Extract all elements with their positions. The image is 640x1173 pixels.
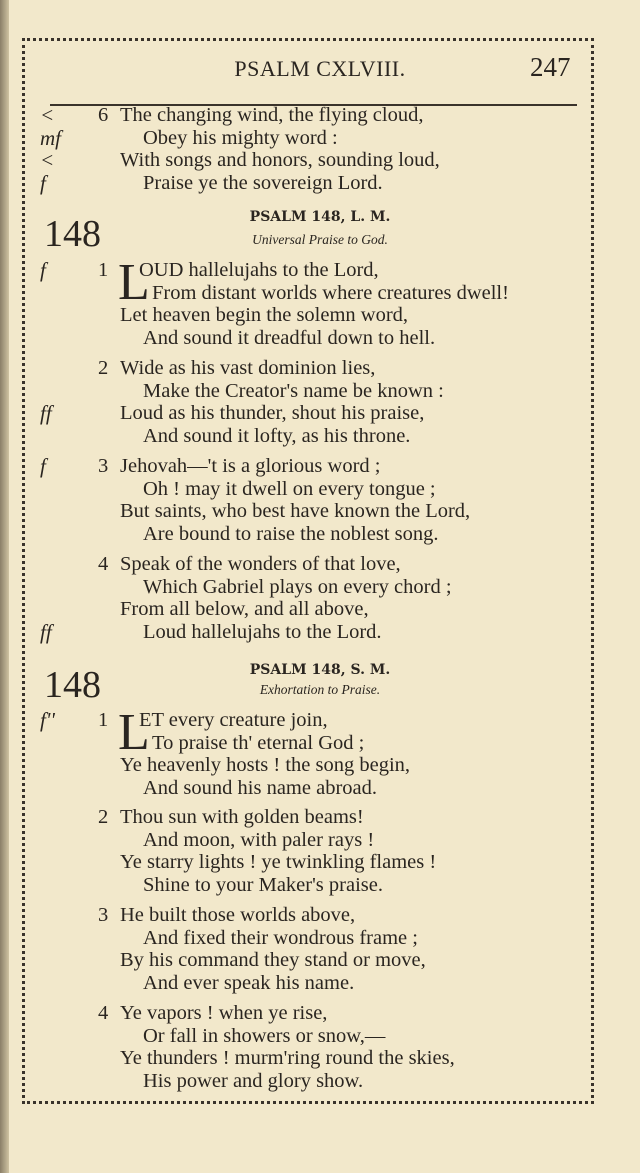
stanza-number: 4 (98, 1002, 109, 1024)
verse-line: To praise th' eternal God ; (152, 731, 365, 754)
verse-line: Oh ! may it dwell on every tongue ; (143, 477, 436, 500)
hymn-subtitle: Exhortation to Praise. (259, 682, 381, 697)
dynamic-mark: ff (40, 619, 52, 644)
verse-line: Are bound to raise the noblest song. (143, 522, 439, 545)
verse-line: Let heaven begin the solemn word, (120, 304, 409, 327)
verse-line: Ye starry lights ! ye twinkling flames ! (120, 851, 437, 874)
hymn-subtitle: Universal Praise to God. (252, 232, 388, 247)
running-header: PSALM CXLVIII. (234, 56, 406, 81)
page-number: 247 (530, 52, 571, 82)
verse-line: Shine to your Maker's praise. (143, 873, 383, 896)
verse-line: Which Gabriel plays on every chord ; (143, 575, 452, 598)
dynamic-mark: mf (40, 125, 61, 150)
stanza-number: 1 (98, 709, 109, 731)
dynamic-mark: f (40, 170, 46, 195)
stanza-number: 2 (98, 357, 109, 379)
verse-line: And fixed their wondrous frame ; (143, 926, 418, 949)
verse-line: Thou sun with golden beams! (120, 806, 364, 828)
dynamic-mark: < (40, 103, 55, 127)
verse-line: Or fall in showers or snow,— (143, 1024, 386, 1047)
verse-line: By his command they stand or move, (120, 949, 426, 972)
dynamic-mark: < (40, 148, 55, 173)
stanza-number: 6 (98, 104, 109, 126)
verse-line: But saints, who best have known the Lord, (120, 500, 471, 523)
verse-line: And ever speak his name. (143, 971, 355, 994)
verse-line: Jehovah—'t is a glorious word ; (120, 455, 381, 477)
hymn-number: 148 (44, 213, 101, 255)
verse-line: Loud hallelujahs to the Lord. (143, 620, 382, 643)
verse-line: The changing wind, the flying cloud, (120, 104, 424, 126)
verse-line: OUD hallelujahs to the Lord, (139, 259, 379, 281)
dynamic-mark: f'' (40, 708, 55, 732)
stanza-number: 1 (98, 259, 109, 281)
drop-cap: L (118, 254, 150, 311)
hymn-title: PSALM 148, S. M. (249, 662, 391, 678)
dynamic-mark: f (40, 454, 46, 478)
dynamic-mark: ff (40, 401, 52, 426)
verse-line: ET every creature join, (139, 709, 328, 731)
verse-line: Praise ye the sovereign Lord. (143, 171, 383, 194)
verse-line: And moon, with paler rays ! (143, 828, 375, 851)
verse-line: Ye thunders ! murm'ring round the skies, (120, 1047, 455, 1070)
verse-line: With songs and honors, sounding loud, (120, 149, 440, 172)
verse-line: And sound his name abroad. (143, 776, 377, 799)
stanza-number: 3 (98, 904, 109, 926)
verse-line: Speak of the wonders of that love, (120, 553, 401, 575)
stanza-number: 4 (98, 553, 109, 575)
verse-line: From all below, and all above, (120, 598, 369, 621)
stanza-number: 3 (98, 455, 109, 477)
verse-line: He built those worlds above, (120, 904, 356, 926)
hymn-title: PSALM 148, L. M. (249, 209, 391, 225)
stanza-number: 2 (98, 806, 109, 828)
verse-line: And sound it dreadful down to hell. (143, 326, 436, 349)
hymn-number: 148 (44, 664, 101, 706)
drop-cap: L (118, 704, 150, 761)
verse-line: And sound it lofty, as his throne. (143, 424, 411, 447)
page-edge (0, 0, 9, 1173)
verse-line: Make the Creator's name be known : (143, 379, 444, 402)
verse-line: From distant worlds where creatures dwell! (152, 281, 509, 304)
verse-line: Loud as his thunder, shout his praise, (120, 402, 425, 425)
verse-line: Wide as his vast dominion lies, (120, 357, 376, 379)
verse-line: Ye heavenly hosts ! the song begin, (120, 754, 411, 777)
verse-line: His power and glory show. (143, 1069, 364, 1092)
verse-line: Ye vapors ! when ye rise, (120, 1002, 328, 1024)
verse-line: Obey his mighty word : (143, 126, 338, 149)
dynamic-mark: f (40, 258, 46, 282)
